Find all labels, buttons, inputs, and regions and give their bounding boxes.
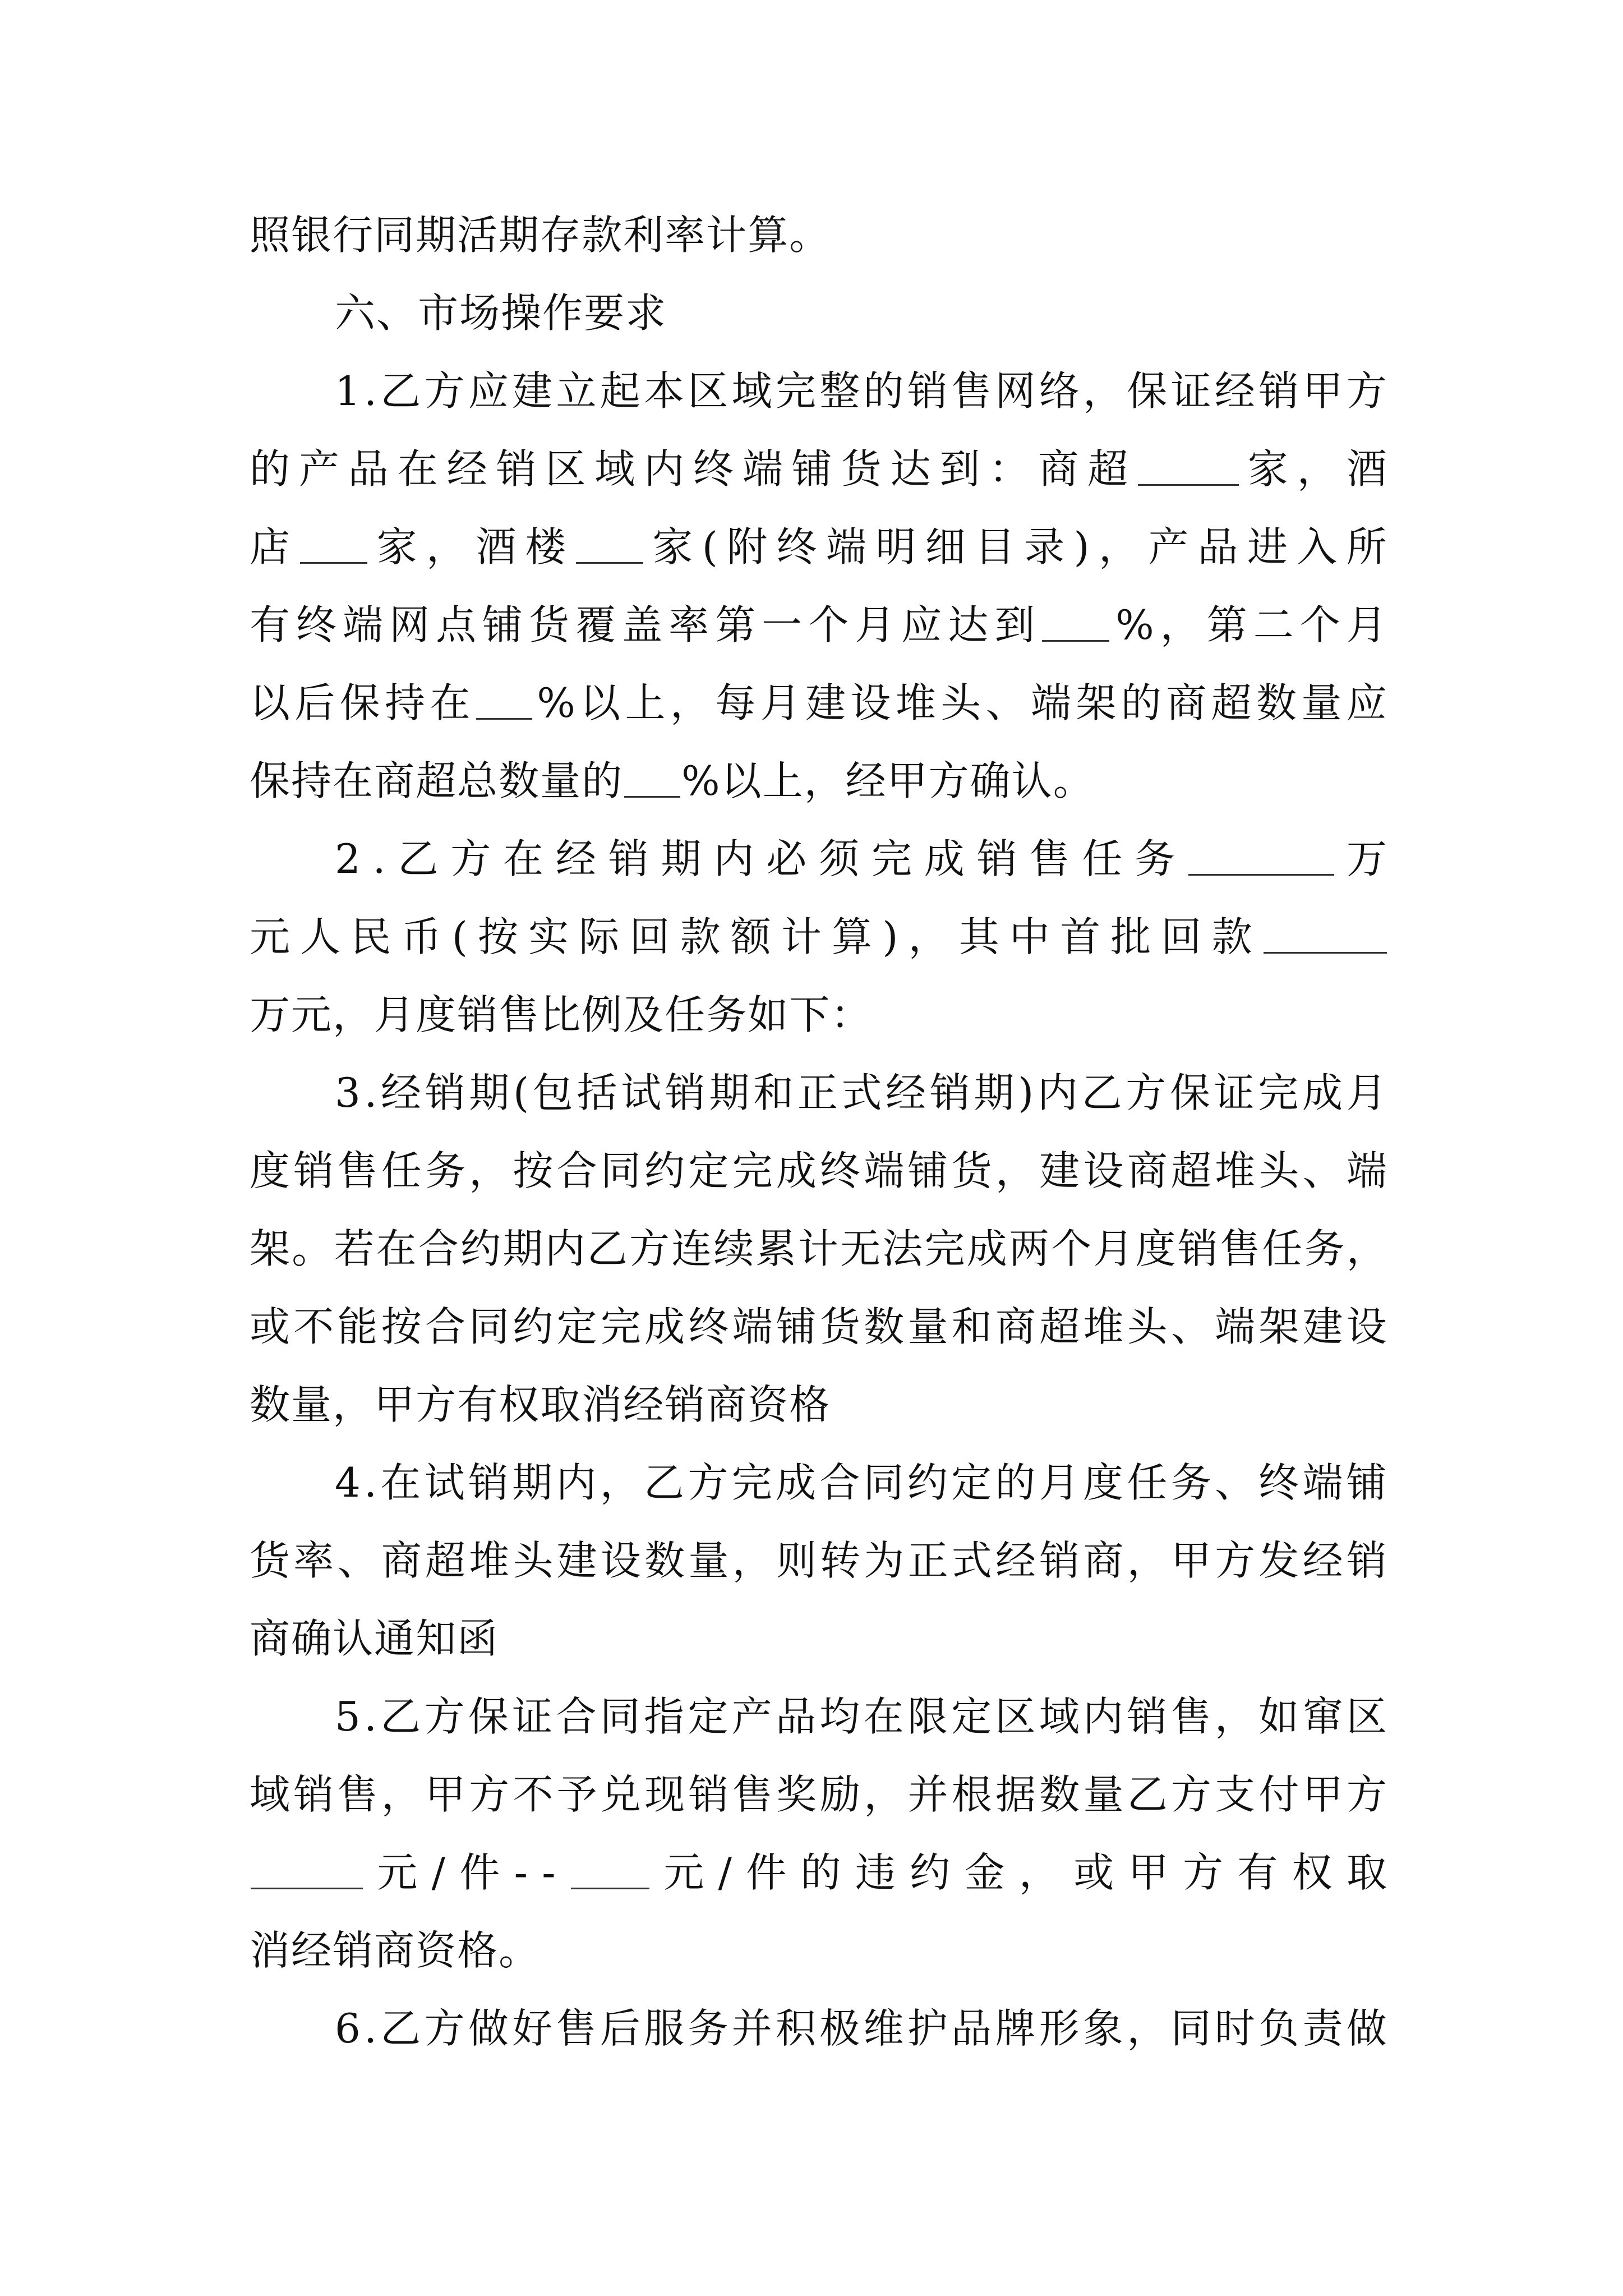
text-line: 的 产 品 在 经 销 区 域 内 终 端 铺 货 达 到 ： 商 超 家 ， 酒 [250, 445, 1388, 493]
text-line: 架 。 若 在 合 约 期 内 乙 方 连 续 累 计 无 法 完 成 两 个 月 度 销 售 任 务 ， [250, 1225, 1388, 1272]
text-line: 3 . 经 销 期 ( 包 括 试 销 期 和 正 式 经 销 期 ) 内 乙 方 保 证 完 成 月 [335, 1069, 1388, 1116]
text-line: 5 . 乙 方 保 证 合 同 指 定 产 品 均 在 限 定 区 域 内 销 售 ， 如 窜 区 [335, 1693, 1388, 1740]
text-line: 商 确 认 通 知 函 [250, 1615, 499, 1662]
fill-in-blank [1188, 836, 1334, 876]
text-line: 2 . 乙 方 在 经 销 期 内 必 须 完 成 销 售 任 务 万 [335, 835, 1388, 882]
text-line: 货 率 、 商 超 堆 头 建 设 数 量 ， 则 转 为 正 式 经 销 商 ， 甲 方 发 经 销 [250, 1537, 1388, 1584]
text-line: 度 销 售 任 务 ， 按 合 同 约 定 完 成 终 端 铺 货 ， 建 设 商 超 堆 头 、 端 [250, 1147, 1388, 1194]
text-line: 消 经 销 商 资 格 。 [250, 1927, 541, 1974]
text-line: 4 . 在 试 销 期 内 ， 乙 方 完 成 合 同 约 定 的 月 度 任 务 、 终 端 铺 [335, 1459, 1388, 1506]
text-line: 元 / 件 - - 元 / 件 的 违 约 金 ， 或 甲 方 有 权 取 [250, 1834, 1388, 1912]
text-line: 6 . 乙 方 做 好 售 后 服 务 并 积 极 维 护 品 牌 形 象 ， 同 时 负 责 做 [335, 2005, 1388, 2052]
fill-in-blank [576, 524, 643, 564]
text-line: 1 . 乙 方 应 建 立 起 本 区 域 完 整 的 销 售 网 络 ， 保 证 经 销 甲 方 [335, 367, 1388, 415]
fill-in-blank [1138, 446, 1239, 486]
fill-in-blank [624, 758, 680, 798]
contract-text [250, 196, 1388, 2068]
text-line: 有 终 端 网 点 铺 货 覆 盖 率 第 一 个 月 应 达 到 % ， 第 二 个 月 [250, 601, 1388, 648]
fill-in-blank [300, 524, 367, 564]
text-line: 六 、 市 场 操 作 要 求 [335, 289, 667, 337]
fill-in-blank [251, 1849, 363, 1889]
text-line: 店 家 ， 酒 楼 家 ( 附 终 端 明 细 目 录 ) ， 产 品 进 入 所 [250, 523, 1388, 570]
text-line: 元 人 民 币 ( 按 实 际 回 款 额 计 算 ) ， 其 中 首 批 回 款 [250, 898, 1388, 976]
text-line: 域 销 售 ， 甲 方 不 予 兑 现 销 售 奖 励 ， 并 根 据 数 量 乙 方 支 付 甲 方 [250, 1771, 1388, 1818]
text-line: 或 不 能 按 合 同 约 定 完 成 终 端 铺 货 数 量 和 商 超 堆 头 、 端 架 建 设 [250, 1303, 1388, 1350]
fill-in-blank [1042, 602, 1109, 642]
fill-in-blank [476, 680, 532, 720]
text-line: 以 后 保 持 在 % 以 上 ， 每 月 建 设 堆 头 、 端 架 的 商 超 数 量 应 [250, 679, 1388, 726]
text-line: 数 量 ， 甲 方 有 权 取 消 经 销 商 资 格 [250, 1381, 831, 1428]
text-line: 保 持 在 商 超 总 数 量 的 % 以 上 ， 经 甲 方 确 认 。 [250, 757, 1095, 804]
text-line: 照 银 行 同 期 活 期 存 款 利 率 计 算 。 [250, 211, 831, 259]
text-line: 万 元 ， 月 度 销 售 比 例 及 任 务 如 下 ： [250, 991, 873, 1038]
fill-in-blank [571, 1849, 649, 1889]
fill-in-blank [1264, 914, 1387, 954]
